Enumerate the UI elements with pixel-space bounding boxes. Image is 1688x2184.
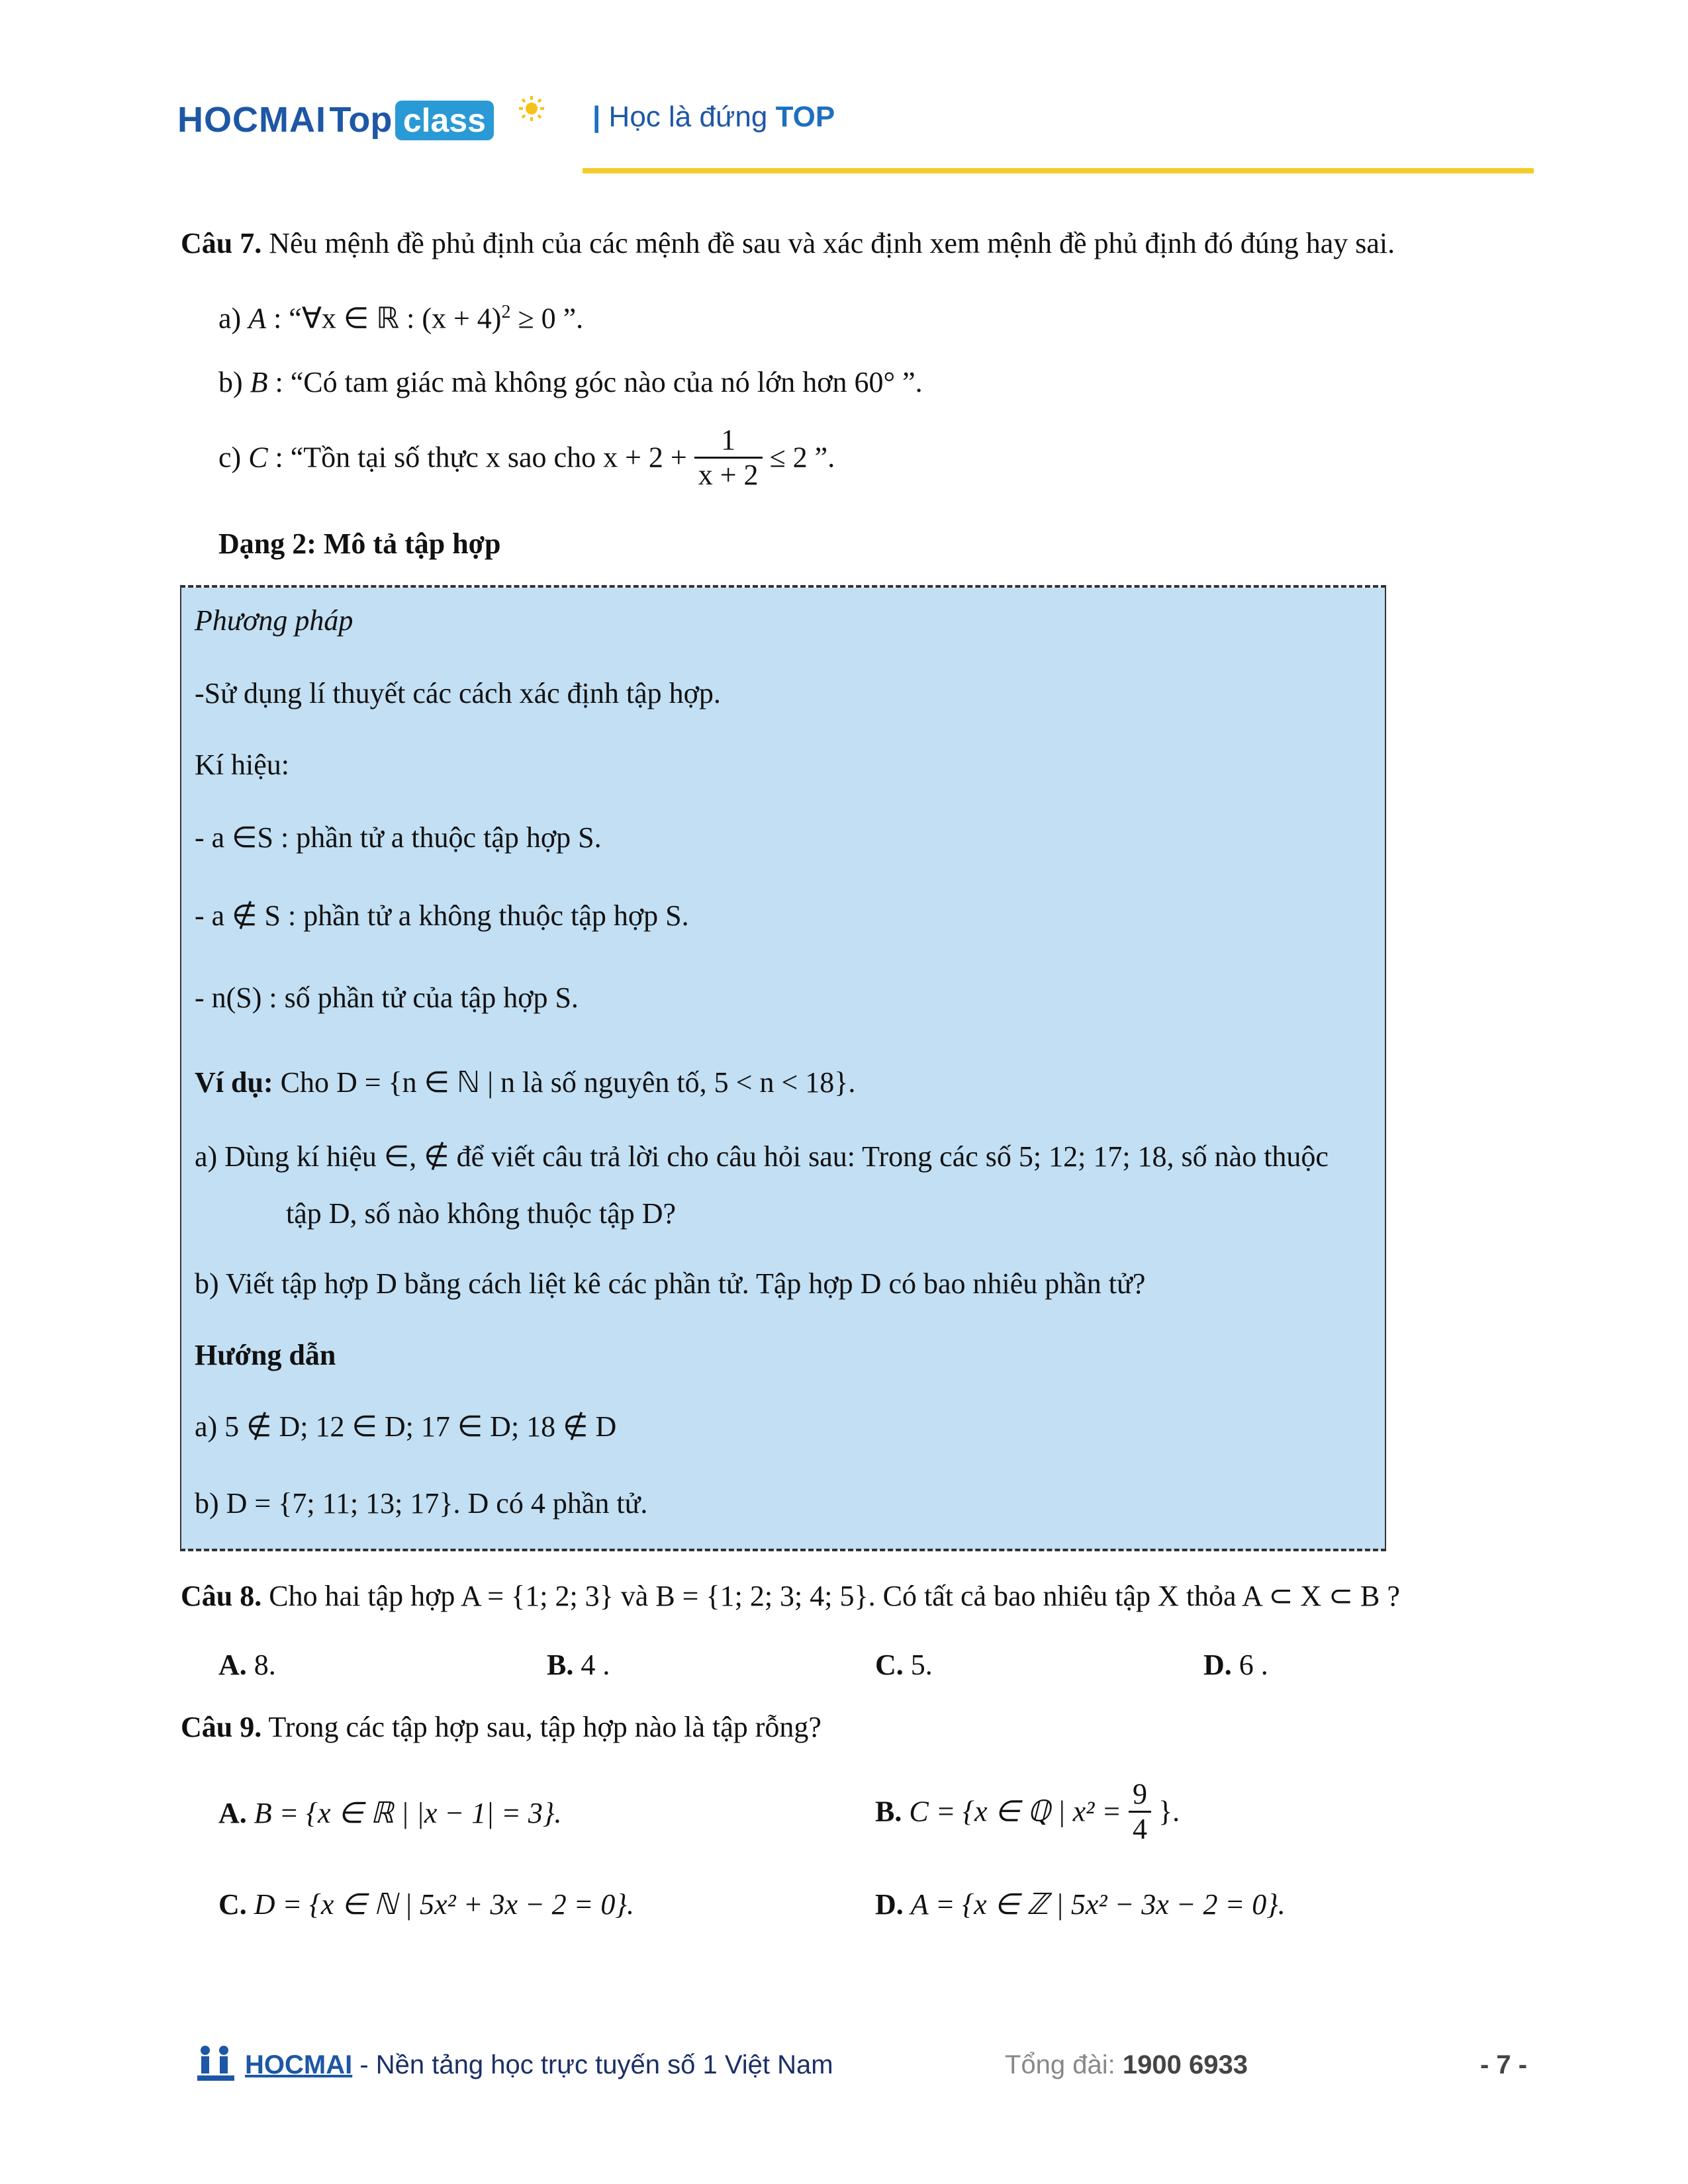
q7-b-body: : “Có tam giác mà không góc nào của nó lớn hơn 60° ”. — [275, 366, 923, 398]
footer-hotline-number: 1900 6933 — [1122, 2050, 1248, 2079]
q7-text: Nêu mệnh đề phủ định của các mệnh đề sau và xác định xem mệnh đề phủ định đó đúng hay sai. — [269, 227, 1395, 259]
q9-option-d-value: A = {x ∈ ℤ | 5x² − 3x − 2 = 0}. — [910, 1888, 1286, 1921]
page-number — [1480, 2050, 1527, 2080]
sun-icon — [518, 95, 545, 122]
page-number-text: - 7 - — [1480, 2050, 1528, 2079]
logo-class-badge: class — [395, 101, 494, 140]
q7-a-body: : “∀x ∈ ℝ : (x + 4) — [273, 302, 502, 335]
header-logo — [177, 99, 494, 152]
q7-a-var: A — [248, 302, 267, 335]
logo-hocmai-text: HOCMAI — [177, 100, 326, 140]
header-tagline — [592, 101, 835, 134]
q8-label: Câu 8. — [181, 1580, 262, 1612]
q9-option-b-num: 9 — [1129, 1778, 1151, 1813]
q8-option-d — [1203, 1647, 1268, 1684]
hocmai-footer-logo-icon — [195, 2045, 237, 2083]
q9-option-b-fraction — [1129, 1778, 1151, 1846]
tagline-top: TOP — [775, 101, 835, 133]
q7-item-c — [218, 424, 835, 492]
q7-c-fraction — [694, 424, 763, 492]
q7-item-b — [218, 364, 923, 401]
q8-option-a-key: A. — [218, 1649, 247, 1681]
example-label: Ví dụ: — [195, 1066, 273, 1099]
logo-top-text: Top — [329, 100, 393, 140]
q9-option-b-den: 4 — [1133, 1813, 1147, 1845]
q8-option-b-key: B. — [547, 1649, 574, 1681]
example-line — [195, 1064, 855, 1101]
method-line-4: - a ∉ S : phần tử a không thuộc tập hợp S. — [195, 899, 689, 932]
q9-option-d-key: D. — [875, 1888, 904, 1921]
q7-c-tail: ≤ 2 ”. — [769, 441, 835, 474]
q9-option-b-key: B. — [875, 1795, 902, 1828]
example-b-line: b) Viết tập hợp D bằng cách liệt kê các phần tử. Tập hợp D có bao nhiêu phần tử? — [195, 1267, 1146, 1300]
guide-a: a) 5 ∉ D; 12 ∈ D; 17 ∈ D; 18 ∉ D — [195, 1410, 617, 1443]
q9-option-c — [218, 1886, 634, 1923]
example-text: Cho D = {n ∈ ℕ | n là số nguyên tố, 5 < n < 18}. — [280, 1066, 856, 1099]
footer-slogan: - Nền tảng học trực tuyến số 1 Việt Nam — [352, 2050, 833, 2079]
q8-option-b-value: 4 . — [581, 1649, 610, 1681]
q8-option-a — [218, 1647, 276, 1684]
q9-label: Câu 9. — [181, 1711, 262, 1743]
q7-c-prefix: c) — [218, 441, 242, 474]
q7-b-var: B — [250, 366, 268, 398]
q8-text: Cho hai tập hợp A = {1; 2; 3} và B = {1; 2; 3; 4; 5}. Có tất cả bao nhiêu tập X thỏa A ⊂ X ⊂ B ? — [269, 1580, 1400, 1612]
q9-option-a — [218, 1795, 561, 1832]
q8-option-d-value: 6 . — [1239, 1649, 1268, 1681]
q9-option-a-value: B = {x ∈ ℝ | |x − 1| = 3}. — [254, 1797, 562, 1829]
q9-stem — [181, 1709, 821, 1746]
q7-label: Câu 7. — [181, 227, 262, 259]
q7-c-body: : “Tồn tại số thực x sao cho x + 2 + — [275, 441, 687, 474]
q8-stem — [181, 1578, 1400, 1615]
box-bottom-border — [180, 1549, 1386, 1551]
method-line-5: - n(S) : số phần tử của tập hợp S. — [195, 981, 579, 1014]
guide-b: b) D = {7; 11; 13; 17}. D có 4 phần tử. — [195, 1487, 648, 1520]
q7-c-num: 1 — [694, 424, 763, 459]
method-line-3: - a ∈S : phần tử a thuộc tập hợp S. — [195, 821, 602, 854]
example-a-line-1: a) Dùng kí hiệu ∈, ∉ để viết câu trả lời cho câu hỏi sau: Trong các số 5; 12; 17; 18, số nào thuộc — [195, 1140, 1329, 1173]
q7-a-exp: 2 — [501, 302, 511, 322]
tagline-text: Học là đứng — [608, 101, 768, 133]
q7-c-var: C — [248, 441, 268, 474]
q7-b-prefix: b) — [218, 366, 243, 398]
example-a-line-2: tập D, số nào không thuộc tập D? — [286, 1197, 676, 1230]
q8-option-d-key: D. — [1203, 1649, 1232, 1681]
q9-option-c-key: C. — [218, 1888, 247, 1921]
section-title: Dạng 2: Mô tả tập hợp — [218, 527, 501, 560]
q7-stem — [181, 225, 1395, 262]
q9-option-d — [875, 1886, 1286, 1923]
q8-option-c — [875, 1647, 933, 1684]
q7-item-a — [218, 294, 583, 338]
q9-option-b — [875, 1778, 1180, 1846]
q8-option-c-key: C. — [875, 1649, 904, 1681]
method-line-2: Kí hiệu: — [195, 749, 289, 781]
q8-option-a-value: 8. — [254, 1649, 276, 1681]
method-heading: Phương pháp — [195, 604, 353, 637]
q9-option-b-post: }. — [1158, 1795, 1180, 1828]
q7-a-prefix: a) — [218, 302, 242, 335]
guide-heading: Hướng dẫn — [195, 1339, 336, 1371]
tagline-bar: | — [592, 101, 601, 133]
footer-left — [245, 2050, 833, 2080]
footer-hotline — [1005, 2050, 1248, 2080]
q9-text: Trong các tập hợp sau, tập hợp nào là tập rỗng? — [268, 1711, 821, 1743]
q9-option-a-key: A. — [218, 1797, 247, 1829]
q8-option-b — [547, 1647, 610, 1684]
method-line-1: -Sử dụng lí thuyết các cách xác định tập hợp. — [195, 677, 721, 709]
footer-brand-link[interactable]: HOCMAI — [245, 2050, 353, 2079]
q7-a-tail: ≥ 0 ”. — [518, 302, 584, 335]
q9-option-c-value: D = {x ∈ ℕ | 5x² + 3x − 2 = 0}. — [254, 1888, 634, 1921]
q8-option-c-value: 5. — [910, 1649, 933, 1681]
q9-option-b-pre: C = {x ∈ ℚ | x² = — [909, 1795, 1121, 1828]
header-divider — [583, 168, 1534, 173]
q7-c-den: x + 2 — [698, 459, 759, 491]
footer-hotline-label: Tổng đài: — [1005, 2050, 1115, 2079]
